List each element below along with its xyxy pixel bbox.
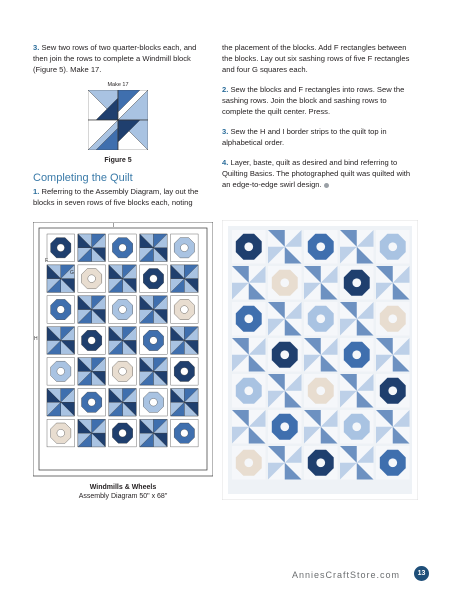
step-1-continued: the placement of the blocks. Add F rectangles between the blocks. Lay out six sashing rows of five F rectangles and four G squares each.	[222, 43, 410, 74]
step-text: Sew the H and I border strips to the quilt top in alphabetical order.	[222, 127, 387, 147]
step-number: 1.	[33, 187, 40, 196]
left-column	[33, 42, 209, 75]
quarter-block-br	[118, 120, 148, 150]
step-3-instruction	[33, 42, 209, 75]
step-4-instruction	[222, 157, 416, 190]
completing-section	[33, 166, 209, 208]
section-title: Completing the Quilt	[33, 172, 133, 184]
label-f: F	[45, 258, 49, 264]
label-g: G	[70, 270, 74, 276]
label-h: H	[34, 336, 38, 342]
windmill-block-figure	[88, 90, 148, 150]
step-number: 3.	[33, 43, 40, 52]
step-number: 3.	[222, 127, 229, 136]
step-number: 4.	[222, 158, 229, 167]
step-text: Referring to the Assembly Diagram, lay out the blocks in seven rows of five blocks each, noting	[33, 187, 199, 207]
assembly-diagram	[33, 222, 213, 480]
make-17-label: Make 17	[107, 82, 129, 88]
diagram-subtitle: Assembly Diagram 50" x 68"	[78, 493, 168, 500]
page-number-badge: 13	[414, 566, 429, 581]
quarter-block-bl	[88, 120, 118, 150]
step-3-border-instruction	[222, 126, 416, 148]
step-number: 2.	[222, 85, 229, 94]
step-text: Layer, baste, quilt as desired and bind referring to Quilting Basics. The photographed quilt was quilted with an edge-to-edge swirl design.	[222, 158, 411, 189]
quarter-block-tr	[118, 90, 148, 120]
end-mark-icon	[324, 183, 329, 188]
right-column	[222, 42, 416, 190]
quilt-photo	[222, 220, 418, 500]
quarter-block-tl	[88, 90, 118, 120]
step-1-instruction	[33, 186, 209, 208]
label-i: I	[113, 223, 115, 229]
step-text: Sew two rows of two quarter-blocks each, and then join the rows to complete a Windmill block (Figure 5). Make 17.	[33, 43, 197, 74]
footer-website[interactable]: AnniesCraftStore.com	[291, 570, 400, 580]
step-2-instruction	[222, 84, 416, 117]
figure-5-caption: Figure 5	[104, 157, 132, 164]
step-text: Sew the blocks and F rectangles into rows. Sew the sashing rows. Join the block and sashing rows to complete the quilt center. Press.	[222, 85, 405, 116]
diagram-title: Windmills & Wheels	[89, 484, 157, 491]
